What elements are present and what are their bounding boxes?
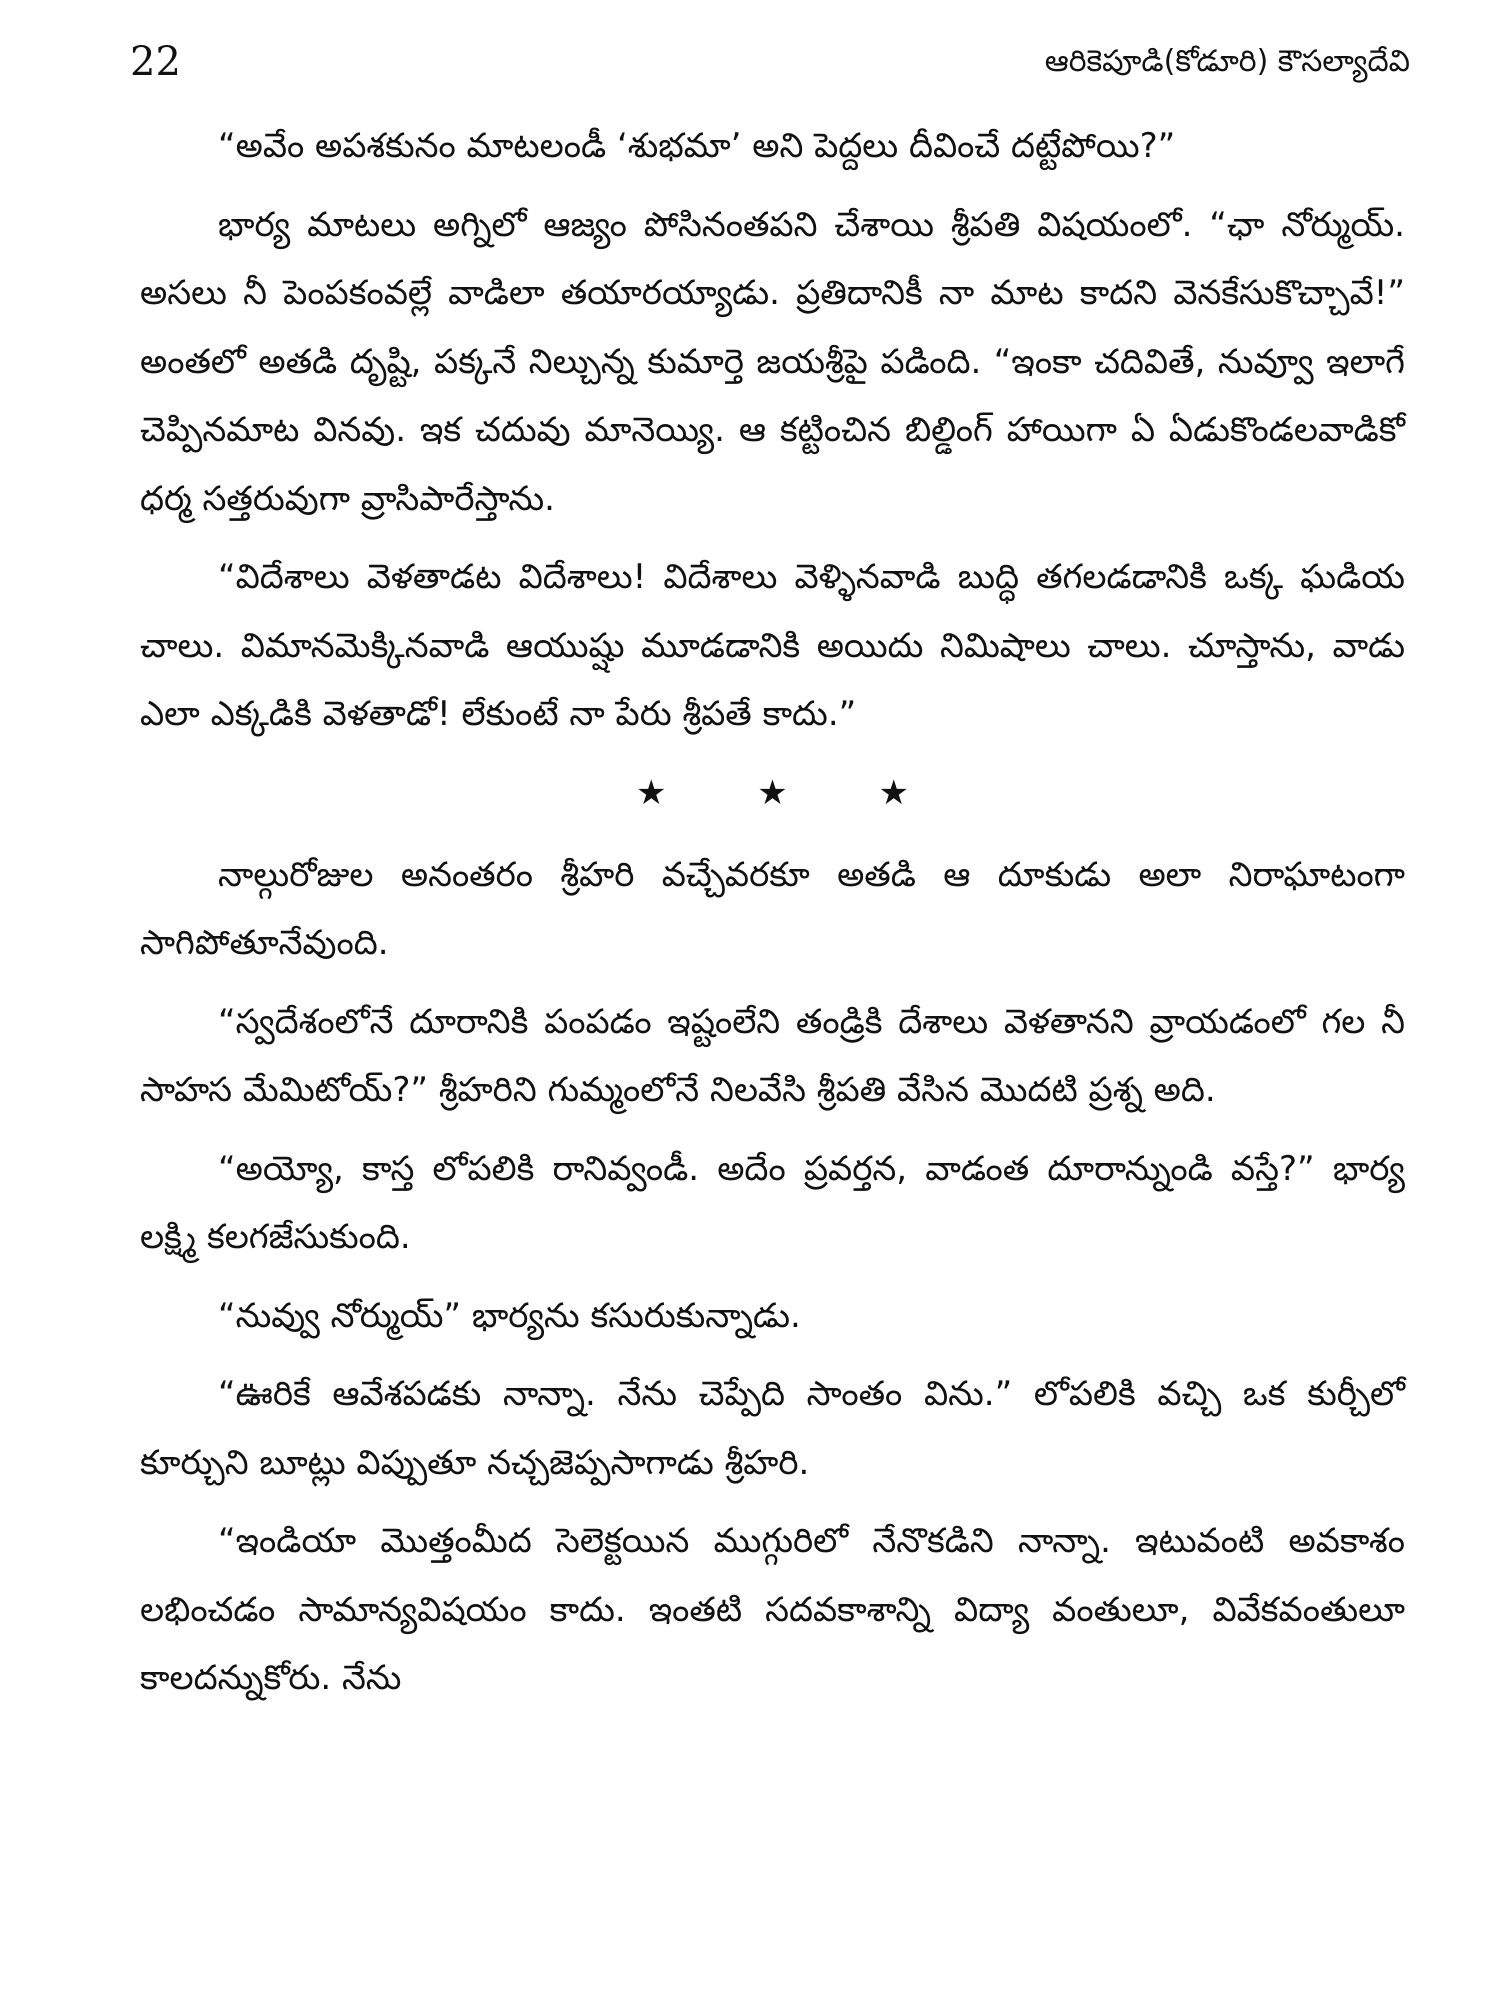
page-number: 22	[130, 39, 181, 85]
page-header	[130, 32, 1410, 92]
paragraph: “ఇండియా మొత్తంమీద సెలెక్టయిన ముగ్గురిలో నేనొకడిని నాన్నా. ఇటువంటి అవకాశం లభించడం సామాన్యవిషయం కాదు. ఇంతటి సదవకాశాన్ని విద్యా వంతులూ, వివేకవంతులూ కాలదన్నుకోరు. నేను	[140, 1521, 1405, 1698]
paragraph: “విదేశాలు వెళతాడట విదేశాలు! విదేశాలు వెళ్ళినవాడి బుద్ధి తగలడడానికి ఒక్క ఘడియ చాలు. విమానమెక్కినవాడి ఆయుష్షు మూడడానికి అయిదు నిమిషాలు చాలు. చూస్తాను, వాడు ఎలా ఎక్కడికి వెళతాడో! లేకుంటే నా పేరు శ్రీపతే కాదు.”	[140, 557, 1405, 734]
paragraph: “నువ్వు నోర్ముయ్” భార్యను కసురుకున్నాడు.	[218, 1295, 801, 1336]
paragraph: భార్య మాటలు అగ్నిలో ఆజ్యం పోసినంతపని చేశాయి శ్రీపతి విషయంలో. “ఛా నోర్ముయ్. అసలు నీ పెంపకంవల్లే వాడిలా తయారయ్యాడు. ప్రతిదానికీ నా మాట కాదని వెనకేసుకొచ్చావే!” అంతలో అతడి దృష్టి, పక్కనే నిల్చున్న కుమార్తె జయశ్రీపై పడింది. “ఇంకా చదివితే, నువ్వూ ఇలాగే చెప్పినమాట వినవు. ఇక చదువు మానెయ్యి. ఆ కట్టించిన బిల్డింగ్ హాయిగా ఏ ఏడుకొండలవాడికో ధర్మ సత్తరువుగా వ్రాసిపారేస్తాను.	[140, 204, 1405, 519]
section-separator: ★ ★ ★	[635, 772, 950, 813]
paragraph: “అవేం అపశకునం మాటలండీ ‘శుభమా’ అని పెద్దలు దీవించే దట్టేపోయి?”	[218, 126, 1176, 166]
paragraph: “ఊరికే ఆవేశపడకు నాన్నా. నేను చెప్పేది సాంతం విను.” లోపలికి వచ్చి ఒక కుర్చీలో కూర్చుని బూట్లు విప్పుతూ నచ్చజెప్పసాగాడు శ్రీహరి.	[140, 1374, 1405, 1483]
running-head-author: ఆరికెపూడి(కోడూరి) కౌసల్యాదేవి	[1044, 44, 1410, 79]
paragraph: “స్వదేశంలోనే దూరానికి పంపడం ఇష్టంలేని తండ్రికి దేశాలు వెళతానని వ్రాయడంలో గల నీ సాహస మేమిటోయ్?” శ్రీహరిని గుమ్మంలోనే నిలవేసి శ్రీపతి వేసిన మొదటి ప్రశ్న అది.	[140, 1001, 1405, 1110]
paragraph: “అయ్యో, కాస్త లోపలికి రానివ్వండీ. అదేం ప్రవర్తన, వాడంత దూరాన్నుండి వస్తే?” భార్య లక్ష్మి కలగజేసుకుంది.	[140, 1148, 1405, 1257]
paragraph: నాల్గురోజుల అనంతరం శ్రీహరి వచ్చేవరకూ అతడి ఆ దూకుడు అలా నిరాఘాటంగా సాగిపోతూనేవుంది.	[140, 854, 1405, 963]
body-text	[140, 112, 1405, 1723]
